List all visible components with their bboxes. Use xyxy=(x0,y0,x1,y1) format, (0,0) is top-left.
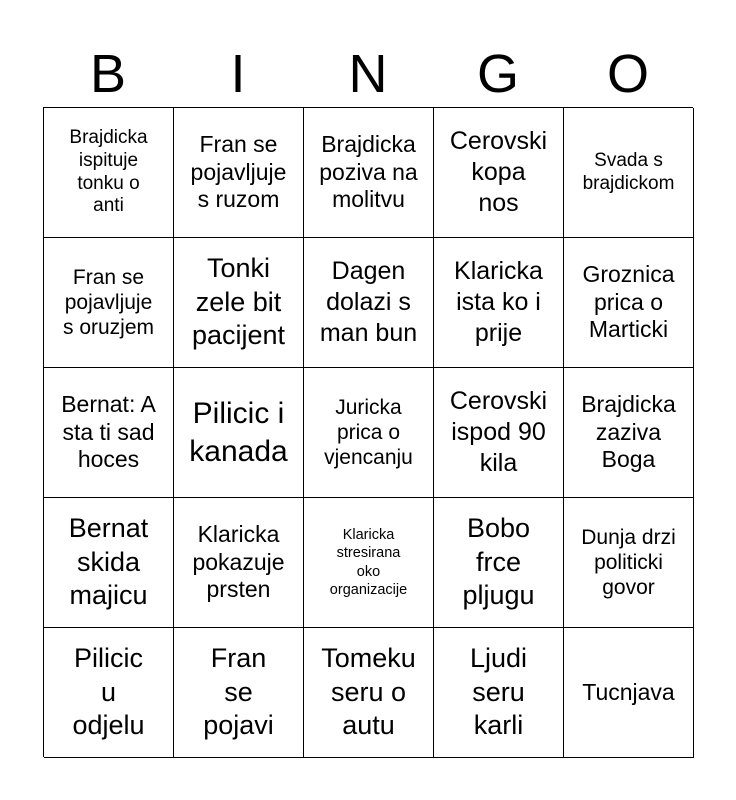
cell-label: Pilicic i kanada xyxy=(189,397,288,468)
header-letter-b: B xyxy=(89,44,127,104)
bingo-cell[interactable] xyxy=(564,238,694,368)
bingo-cell[interactable] xyxy=(564,628,694,758)
cell-label: Cerovski ispod 90 kila xyxy=(449,386,548,478)
bingo-cell[interactable] xyxy=(564,368,694,498)
cell-label: Fran se pojavi xyxy=(203,642,274,741)
bingo-cell[interactable] xyxy=(434,628,564,758)
cell-label: Brajdicka poziva na molitvu xyxy=(319,131,418,213)
cell-label: Bobo frce pljugu xyxy=(462,512,535,611)
cell-label: Brajdicka zaziva Boga xyxy=(581,391,676,473)
bingo-cell[interactable] xyxy=(44,108,174,238)
bingo-cell[interactable] xyxy=(44,368,174,498)
bingo-cell[interactable] xyxy=(304,628,434,758)
bingo-cell[interactable] xyxy=(174,108,304,238)
cell-label: Tucnjava xyxy=(582,678,675,705)
bingo-cell[interactable] xyxy=(434,108,564,238)
bingo-cell[interactable] xyxy=(564,108,694,238)
bingo-cell[interactable] xyxy=(44,628,174,758)
cell-label: Bernat: A sta ti sad hoces xyxy=(61,391,156,473)
bingo-cell[interactable] xyxy=(304,108,434,238)
bingo-cell[interactable] xyxy=(174,628,304,758)
bingo-cell[interactable] xyxy=(304,498,434,628)
bingo-cell[interactable] xyxy=(44,498,174,628)
bingo-cell[interactable] xyxy=(434,498,564,628)
bingo-cell[interactable] xyxy=(434,238,564,368)
cell-label: Tonki zele bit pacijent xyxy=(191,252,286,351)
cell-label: Bernat skida majicu xyxy=(68,512,149,611)
bingo-cell[interactable] xyxy=(564,498,694,628)
bingo-cell[interactable] xyxy=(434,368,564,498)
cell-label: Fran se pojavljuje s ruzom xyxy=(190,131,287,213)
bingo-cell[interactable] xyxy=(304,368,434,498)
cell-label: Pilicic u odjelu xyxy=(72,642,145,741)
cell-label: Svada s brajdickom xyxy=(582,149,675,194)
cell-label: Klaricka pokazuje prsten xyxy=(192,521,285,603)
bingo-cell[interactable] xyxy=(174,498,304,628)
cell-label: Dunja drzi politicki govor xyxy=(581,525,676,600)
cell-label: Fran se pojavljuje s oruzjem xyxy=(62,265,155,340)
cell-label: Dagen dolazi s man bun xyxy=(319,256,418,348)
cell-label: Klaricka ista ko i prije xyxy=(454,256,543,348)
header-letter-g: G xyxy=(476,44,519,104)
bingo-grid xyxy=(43,107,693,757)
cell-label: Brajdicka ispituje tonku o anti xyxy=(69,126,148,217)
header-letter-n: N xyxy=(348,44,388,104)
cell-label: Klaricka stresirana oko organizacije xyxy=(329,527,408,598)
bingo-cell[interactable] xyxy=(44,238,174,368)
bingo-cell[interactable] xyxy=(174,368,304,498)
bingo-cell[interactable] xyxy=(304,238,434,368)
header-letter-o: O xyxy=(606,44,649,104)
cell-label: Ljudi seru karli xyxy=(469,642,528,741)
cell-label: Juricka prica o vjencanju xyxy=(324,395,413,470)
bingo-cell[interactable] xyxy=(174,238,304,368)
cell-label: Tomeku seru o autu xyxy=(321,642,416,741)
header-letter-i: I xyxy=(230,44,246,104)
cell-label: Groznica prica o Marticki xyxy=(582,261,675,343)
cell-label: Cerovski kopa nos xyxy=(449,126,548,218)
bingo-header xyxy=(43,40,693,108)
